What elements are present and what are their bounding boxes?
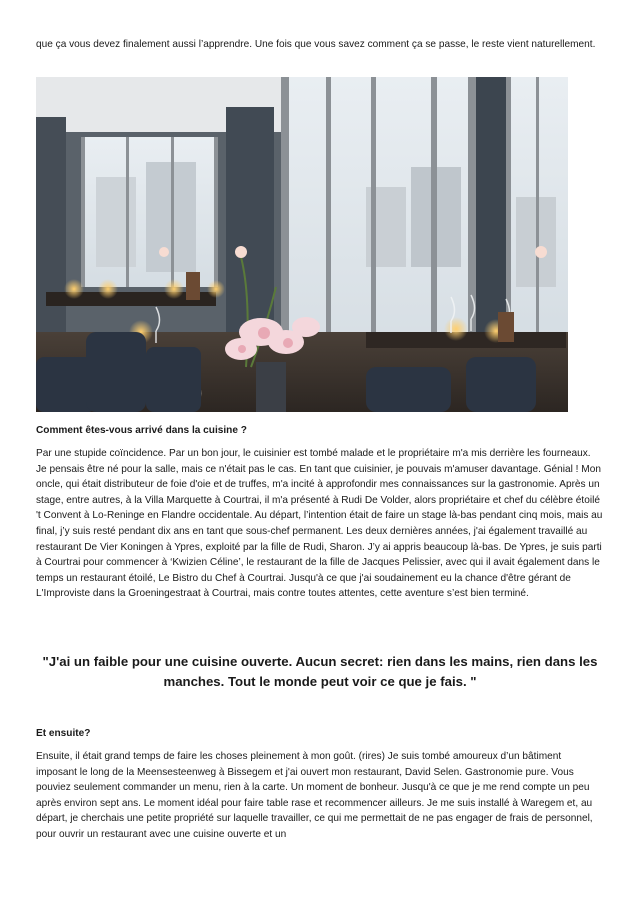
section1-heading: Comment êtes-vous arrivé dans la cuisine ? [36,425,247,436]
section1-body: Par une stupide coïncidence. Par un bon jour, le cuisinier est tombé malade et le propriétaire m'a mis derrière les fourneaux. Je pensais être né pour la salle, mais ce n'était pas le cas. En tant que cuisinier, je pouvais m'amuser davantage. Génial ! Mon oncle, qui était distributeur de foie d'oie et de truffes, m'a incité à approfondir mes connaissances sur la gastronomie. Après un stage, entre autres, à la Villa Marquette à Courtrai, il m'a présenté à Rudi De Volder, alors propriétaire et chef du célèbre étoilé 't Convent à Lo-Reninge en Flandre occidentale. Au départ, l’intention était de faire un stage là-bas pendant cinq mois, mais au final, j’y suis resté pendant dix ans en tant que sous-chef permanent. Les deux dernières années, j'ai également travaillé au restaurant De Vier Koningen à Ypres, exploité par la fille de Rudi, Sharon. J’y ai appris beaucoup là-bas. De Ypres, je suis parti à Courtrai pour commencer à ‘Kwizien Céline’, le restaurant de la fille de Jacques Pelissier, avec qui il avait également dans le temps un restaurant étoilé, Le Bistro du Chef à Courtrai. Jusqu'à ce que j'ai soudainement eu la chance d'être gérant de L'Improviste dans la Groeningestraat à Courtrai, mais contre toutes attentes, cette aventure s’est bien terminé. [36,448,603,600]
intro-paragraph: que ça vous devez finalement aussi l’apprendre. Une fois que vous savez comment ça se passe, le reste vient naturellement. [36,39,596,50]
pull-quote: "J'ai un faible pour une cuisine ouverte. Aucun secret: rien dans les mains, rien dans les manches. Tout le monde peut voir ce que je fais. " [42,654,598,689]
section2-body: Ensuite, il était grand temps de faire les choses pleinement à mon goût. (rires) Je suis tombé amoureux d’un bâtiment imposant le long de la Meensesteenweg à Bissegem et j'ai ouvert mon restaurant, David Selen. Gastronomie pure. Vous pouviez seulement commander un menu, rien à la carte. Un moment de bonheur. Jusqu'à ce que je me rend compte un peu après environ sept ans. Le moment idéal pour faire table rase et recommencer ailleurs. Je me suis installé à Waregem et, au départ, je cherchais une petite propriété sur laquelle travailler, ce qui me permettait de ne pas engager de frais de personnel, pour ouvrir un restaurant avec une cuisine ouverte et un [36,751,593,840]
restaurant-photo [36,77,568,412]
section2-heading: Et ensuite? [36,728,91,739]
